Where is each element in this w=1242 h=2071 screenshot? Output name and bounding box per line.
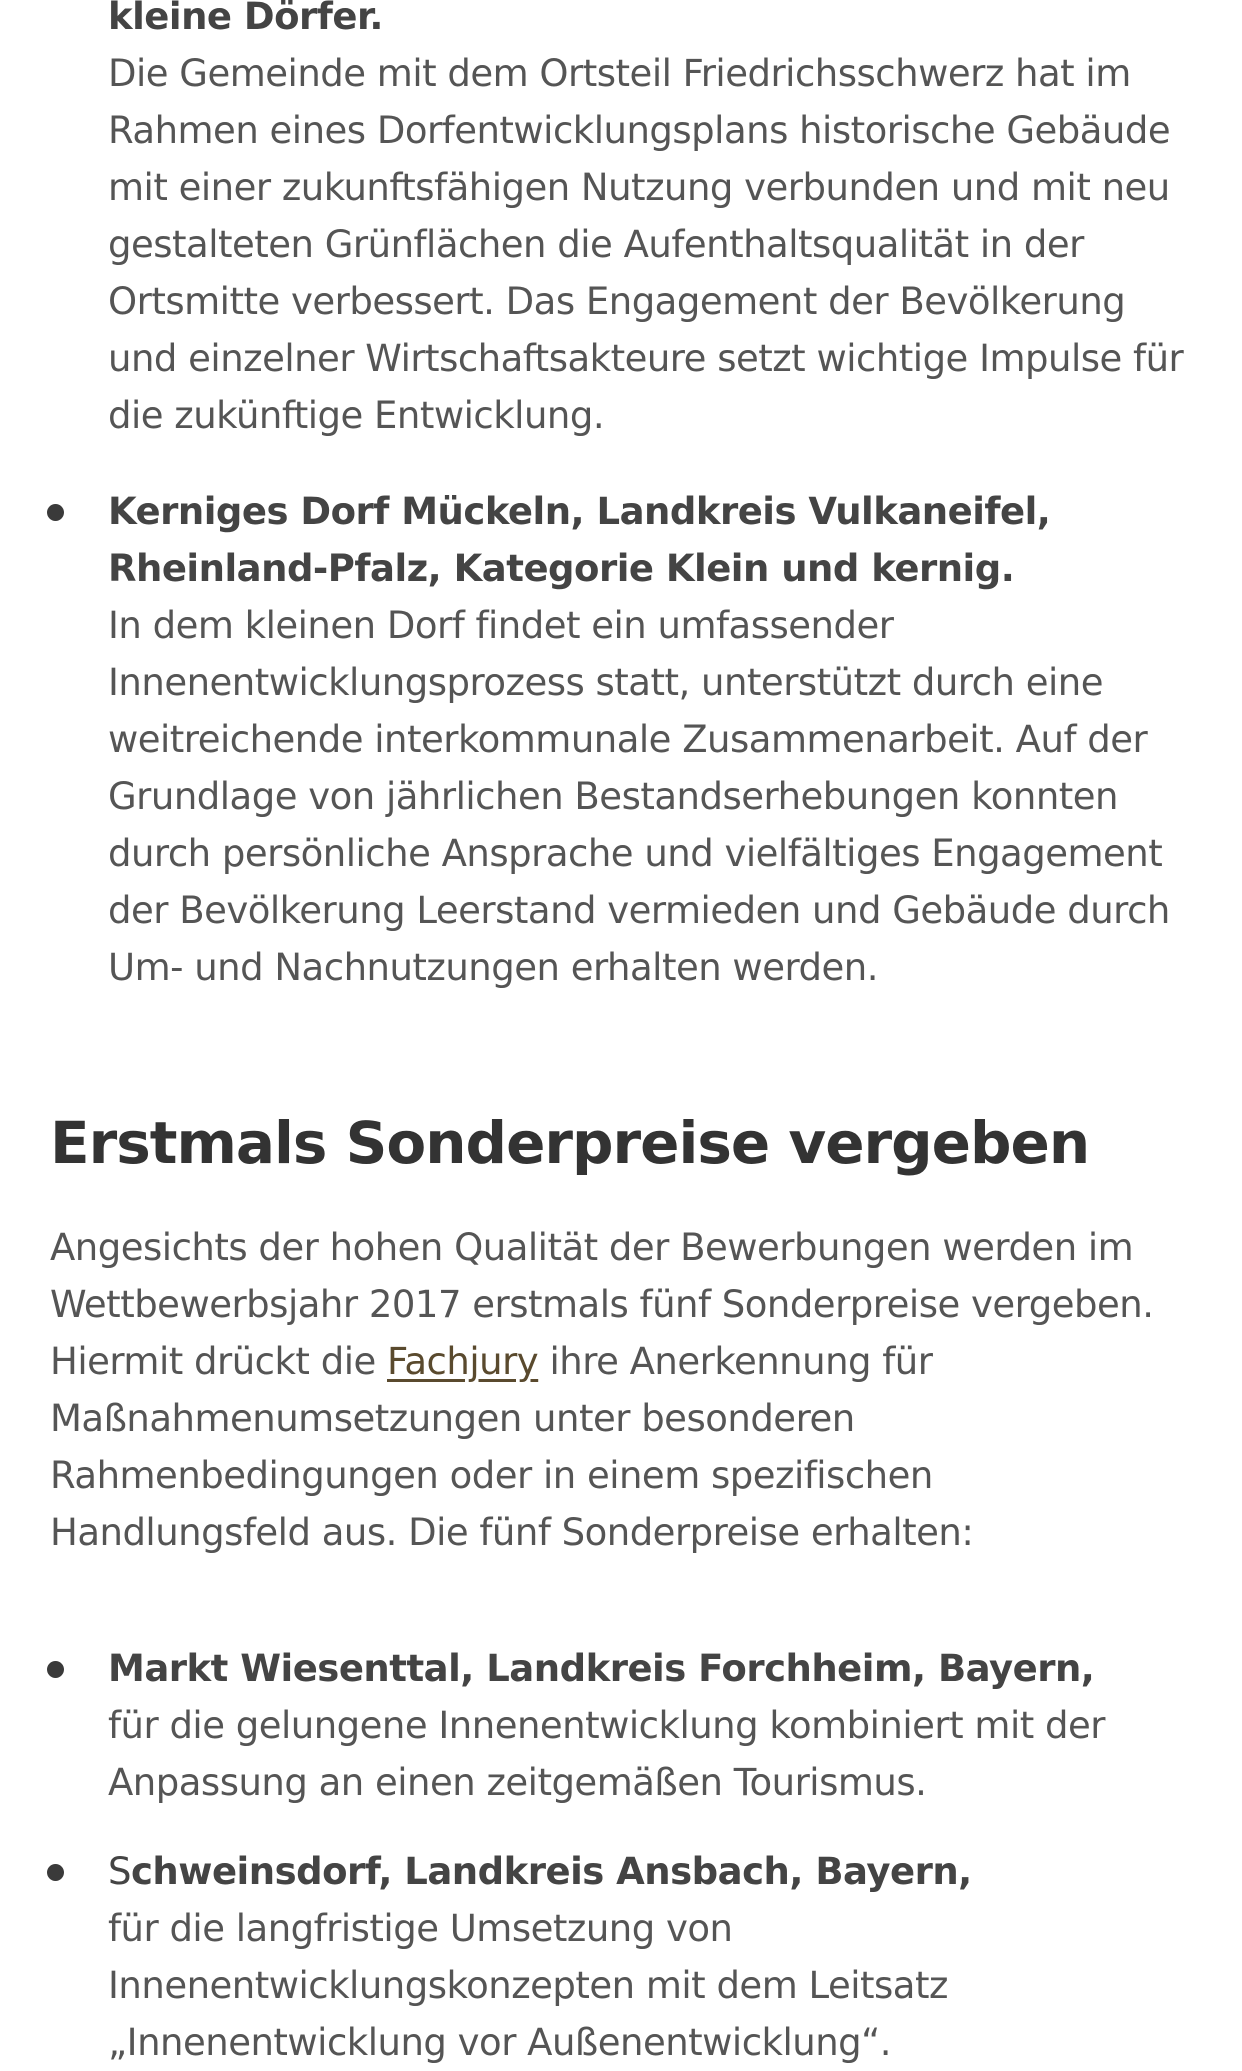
list-item-title: [108, 1843, 1198, 1900]
list-item-description: Die Gemeinde mit dem Ortsteil Friedrichsschwerz hat im Rahmen eines Dorfentwicklungsplans historische Gebäude mit einer zukunftsfähigen Nutzung verbunden und mit neu gestalteten Grünflächen die Aufenthaltsqualität in der Ortsmitte verbessert. Das Engagement der Bevölkerung und einzelner Wirtschaftsakteure setzt wichtige Impulse für die zukünftige Entwicklung.: [108, 52, 1184, 437]
list-item: [108, 0, 1198, 444]
section-heading: Erstmals Sonderpreise vergeben: [50, 1109, 1090, 1177]
list-item: [108, 483, 1198, 996]
bullet-icon: [47, 1661, 64, 1678]
intro-text-start: Angesichts der hohen Qualität der Bewerbungen werden im Wettbewerbsjahr 2017 erstmals fünf Sonderpreise vergeben. Hiermit drückt die: [50, 1226, 1154, 1383]
section-intro: [50, 1219, 1200, 1561]
list-item-title: kleine Dörfer.: [108, 0, 383, 38]
list-item-description: für die langfristige Umsetzung von Innenentwicklungskonzepten mit dem Leitsatz „Innenentwicklung vor Außenentwicklung“.: [108, 1907, 948, 2064]
fachjury-link[interactable]: Fachjury: [387, 1340, 539, 1383]
list-item: [108, 1843, 1198, 2071]
bullet-icon: [47, 1864, 64, 1881]
list-item-description: In dem kleinen Dorf findet ein umfassender Innenentwicklungsprozess statt, unterstützt durch eine weitreichende interkommunale Zusammenarbeit. Auf der Grundlage von jährlichen Bestandserhebungen konnten durch persönliche Ansprache und vielfältiges Engagement der Bevölkerung Leerstand vermieden und Gebäude durch Um- und Nachnutzungen erhalten werden.: [108, 604, 1170, 989]
list-item-description: für die gelungene Innenentwicklung kombiniert mit der Anpassung an einen zeitgemäßen Tourismus.: [108, 1704, 1105, 1804]
list-item-title-rest: chweinsdorf, Landkreis Ansbach, Bayern,: [131, 1850, 972, 1893]
list-item: [108, 1640, 1198, 1811]
list-item-title: Markt Wiesenttal, Landkreis Forchheim, Bayern,: [108, 1647, 1095, 1690]
list-item-title-initial: S: [108, 1850, 131, 1893]
bullet-icon: [47, 504, 64, 521]
intro-text-end: ihre Anerkennung für Maßnahmenumsetzungen unter besonderen Rahmenbedingungen oder in einem spezifischen Handlungsfeld aus. Die fünf Sonderpreise erhalten:: [50, 1340, 974, 1554]
list-item-title: Kerniges Dorf Mückeln, Landkreis Vulkaneifel, Rheinland-Pfalz, Kategorie Klein und kernig.: [108, 490, 1051, 590]
